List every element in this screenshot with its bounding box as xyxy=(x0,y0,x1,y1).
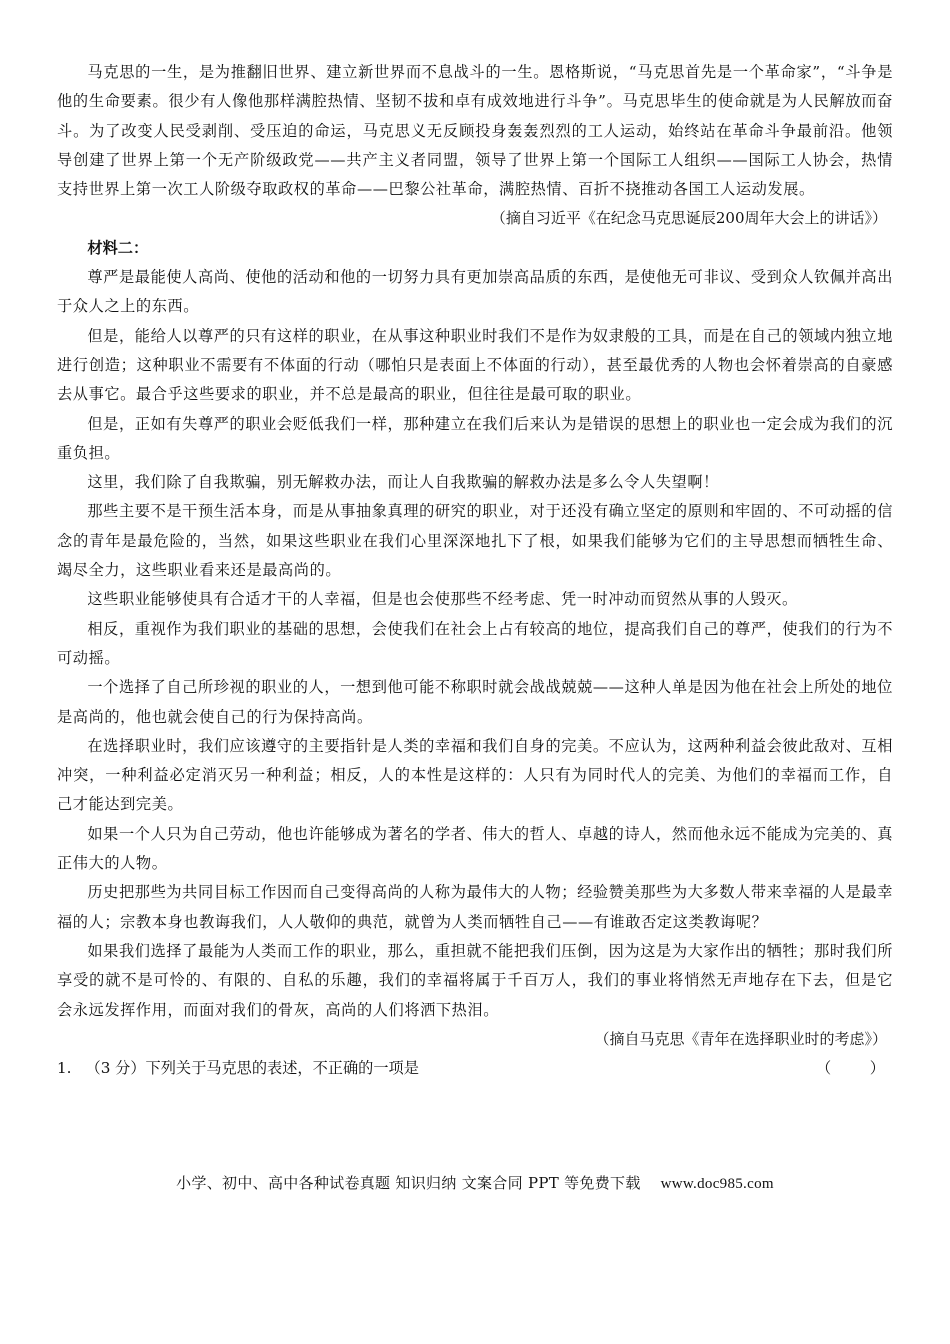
material2-paragraph: 一个选择了自己所珍视的职业的人，一想到他可能不称职时就会战战兢兢——这种人单是因为他在社会上所处的地位是高尚的，他也就会使自己的行为保持高尚。 xyxy=(57,678,893,726)
question-1 xyxy=(57,1054,893,1083)
material1-paragraph: 马克思的一生，是为推翻旧世界、建立新世界而不息战斗的一生。恩格斯说，“马克思首先是一个革命家”，“斗争是他的生命要素。很少有人像他那样满腔热情、坚韧不拔和卓有成效地进行斗争”。马克思毕生的使命就是为人民解放而奋斗。为了改变人民受剥削、受压迫的命运，马克思义无反顾投身轰轰烈烈的工人运动，始终站在革命斗争最前沿。他领导创建了世界上第一个无产阶级政党——共产主义者同盟，领导了世界上第一个国际工人组织——国际工人协会，热情支持世界上第一次工人阶级夺取政权的革命——巴黎公社革命，满腔热情、百折不挠推动各国工人运动发展。 xyxy=(57,63,893,199)
page-footer xyxy=(0,1172,950,1195)
material2-paragraph: 如果我们选择了最能为人类而工作的职业，那么，重担就不能把我们压倒，因为这是为大家作出的牺牲；那时我们所享受的就不是可怜的、有限的、自私的乐趣，我们的幸福将属于千百万人，我们的事业将悄然无声地存在下去，但是它会永远发挥作用，而面对我们的骨灰，高尚的人们将洒下热泪。 xyxy=(57,941,893,1019)
material2-paragraph: 如果一个人只为自己劳动，他也许能够成为著名的学者、伟大的哲人、卓越的诗人，然而他永远不能成为完美的、真正伟大的人物。 xyxy=(57,824,893,873)
material1-source: （摘自习近平《在纪念马克思诞辰200周年大会上的讲话》） xyxy=(490,209,887,228)
material2-paragraph: 但是，能给人以尊严的只有这样的职业，在从事这种职业时我们不是作为奴隶般的工具，而是在自己的领域内独立地进行创造；这种职业不需要有不体面的行动（哪怕只是表面上不体面的行动），甚至最优秀的人物也会怀着崇高的自豪感去从事它。最合乎这些要求的职业，并不总是最高的职业，但往往是最可取的职业。 xyxy=(57,326,893,404)
document-body xyxy=(57,58,893,1083)
footer-site-link[interactable]: www.doc985.com xyxy=(660,1176,774,1192)
footer-text: 小学、初中、高中各种试卷真题 知识归纳 文案合同 PPT 等免费下载 xyxy=(176,1174,641,1192)
material2-paragraph: 相反，重视作为我们职业的基础的思想，会使我们在社会上占有较高的地位，提高我们自己的尊严，使我们的行为不可动摇。 xyxy=(57,619,893,667)
material2-paragraph: 在选择职业时，我们应该遵守的主要指针是人类的幸福和我们自身的完美。不应认为，这两种利益会彼此敌对、互相冲突，一种利益必定消灭另一种利益；相反，人的本性是这样的：人只有为同时代人的完美、为他们的幸福而工作，自己才能达到完美。 xyxy=(57,736,893,814)
material2-paragraph: 但是，正如有失尊严的职业会贬低我们一样，那种建立在我们后来认为是错误的思想上的职业也一定会成为我们的沉重负担。 xyxy=(57,414,893,462)
material2-paragraph: 这里，我们除了自我欺骗，别无解救办法，而让人自我欺骗的解救办法是多么令人失望啊！ xyxy=(87,473,719,492)
answer-bracket: （ ） xyxy=(816,1059,885,1078)
question-stem xyxy=(57,1054,419,1083)
question-text: （3 分）下列关于马克思的表述，不正确的一项是 xyxy=(85,1059,419,1078)
material2-paragraph: 尊严是最能使人高尚、使他的活动和他的一切努力具有更加崇高品质的东西，是使他无可非议、受到众人钦佩并高出于众人之上的东西。 xyxy=(57,268,893,316)
material2-heading: 材料二： xyxy=(87,238,149,257)
material2-paragraph: 那些主要不是干预生活本身，而是从事抽象真理的研究的职业，对于还没有确立坚定的原则和牢固的、不可动摇的信念的青年是最危险的，当然，如果这些职业在我们心里深深地扎下了根，如果我们能够为它们的主导思想而牺牲生命、竭尽全力，这些职业看来还是最高尚的。 xyxy=(57,502,893,580)
question-number: 1. xyxy=(57,1059,72,1078)
material2-paragraph: 这些职业能够使具有合适才干的人幸福，但是也会使那些不经考虑、凭一时冲动而贸然从事的人毁灭。 xyxy=(87,590,798,609)
material2-source: （摘自马克思《青年在选择职业时的考虑》） xyxy=(594,1029,887,1048)
material2-paragraph: 历史把那些为共同目标工作因而自己变得高尚的人称为最伟大的人物；经验赞美那些为大多数人带来幸福的人是最幸福的人；宗教本身也教诲我们，人人敬仰的典范，就曾为人类而牺牲自己——有谁敢否定这类教诲呢？ xyxy=(57,883,893,931)
